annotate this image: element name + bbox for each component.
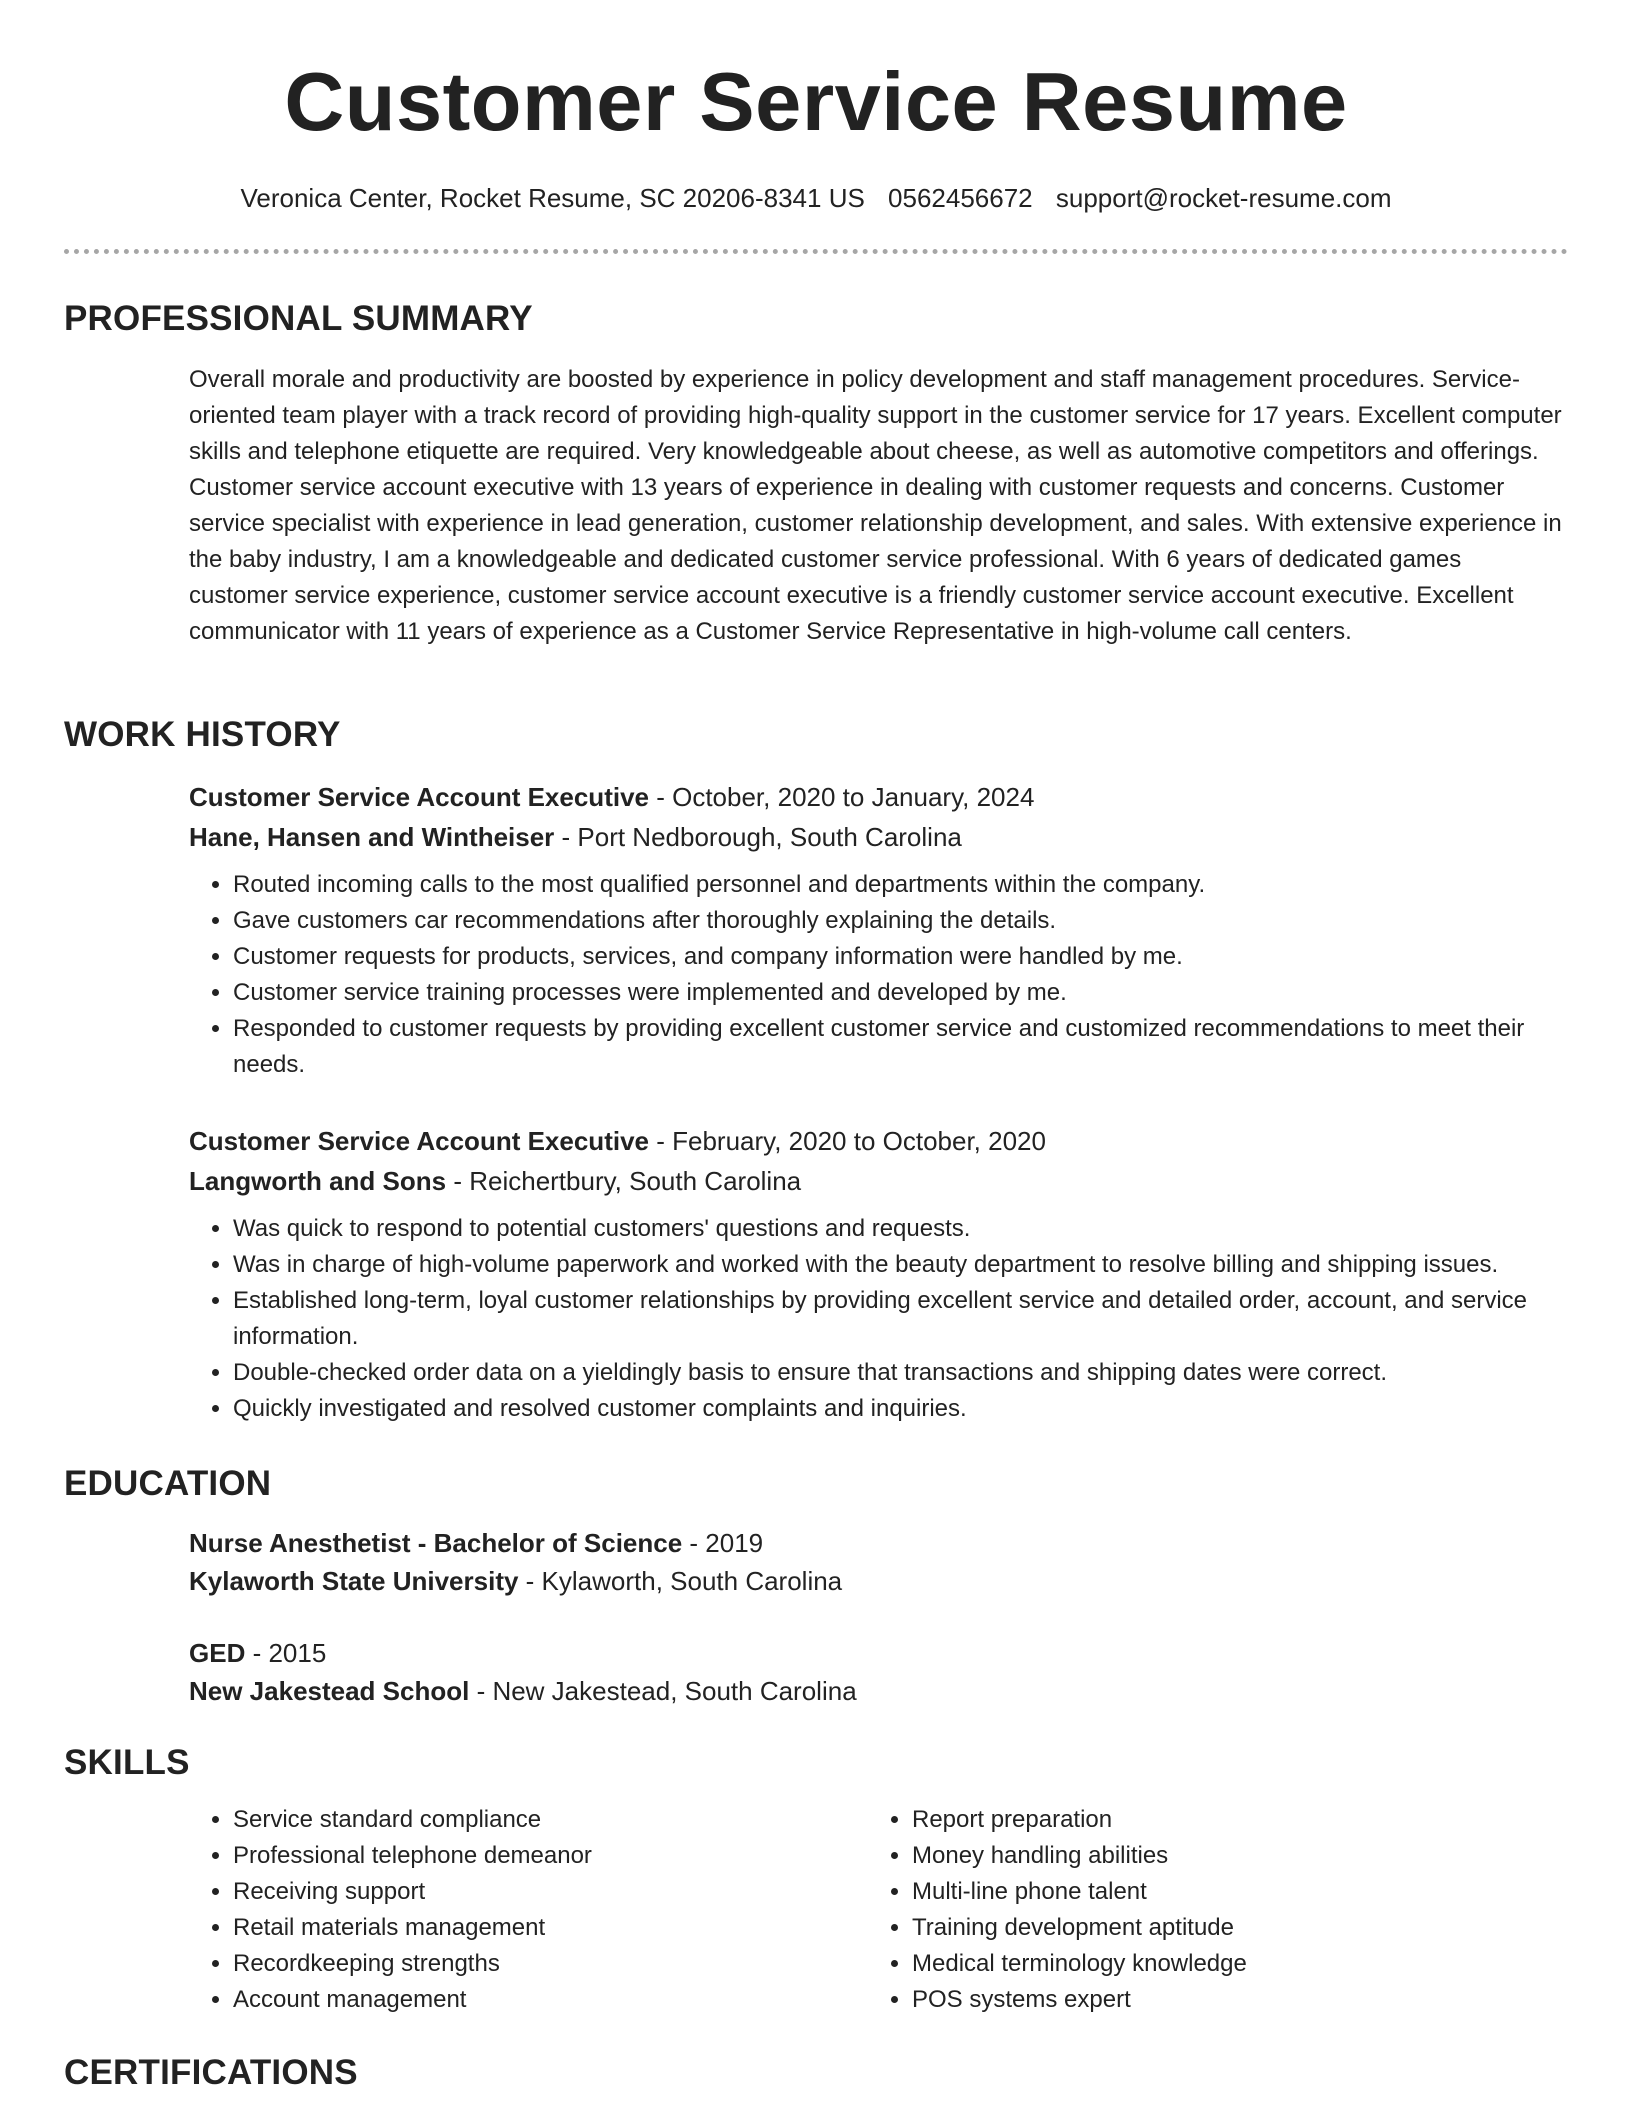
- degree-year: - 2019: [682, 1528, 764, 1558]
- school-line: [189, 1672, 1564, 1710]
- skills-list: [868, 1802, 1518, 2018]
- education-entry: [189, 1524, 1564, 1600]
- job-bullet: • Gave customers car recommendations after thoroughly explaining the details.: [233, 903, 1564, 939]
- job-bullet: • Responded to customer requests by providing excellent customer service and customized recommendations to meet their needs.: [233, 1011, 1564, 1083]
- degree-year: - 2015: [245, 1638, 327, 1668]
- job-bullet: • Quickly investigated and resolved customer complaints and inquiries.: [233, 1391, 1564, 1427]
- skill-item: • Account management: [233, 1982, 839, 2018]
- school-location: - New Jakestead, South Carolina: [469, 1676, 857, 1706]
- school: New Jakestead School: [189, 1676, 470, 1706]
- school-location: - Kylaworth, South Carolina: [518, 1566, 843, 1596]
- education-heading: EDUCATION: [64, 1464, 272, 1503]
- skill-item: • Retail materials management: [233, 1910, 839, 1946]
- skill-item: • Report preparation: [912, 1802, 1518, 1838]
- job-bullet: • Was quick to respond to potential customers' questions and requests.: [233, 1211, 1564, 1247]
- job-location: - Port Nedborough, South Carolina: [554, 822, 962, 852]
- skills-column-left: [189, 1802, 839, 2018]
- work-history-heading: WORK HISTORY: [64, 715, 341, 754]
- job-title-line: [189, 777, 1564, 817]
- job-title-line: [189, 1121, 1564, 1161]
- skills-heading: SKILLS: [64, 1743, 190, 1782]
- degree: GED: [189, 1638, 246, 1668]
- skills-column-right: [868, 1802, 1518, 2018]
- job-bullets: [189, 1211, 1564, 1427]
- job-dates: - October, 2020 to January, 2024: [649, 782, 1035, 812]
- degree-line: [189, 1524, 1564, 1562]
- job-bullets: [189, 867, 1564, 1083]
- job-location: - Reichertbury, South Carolina: [446, 1166, 802, 1196]
- summary-heading: PROFESSIONAL SUMMARY: [64, 299, 533, 338]
- school-line: [189, 1562, 1564, 1600]
- job-bullet: • Customer service training processes were implemented and developed by me.: [233, 975, 1564, 1011]
- job-company-line: [189, 1161, 1564, 1201]
- summary-section: [189, 362, 1564, 650]
- header-divider: [64, 249, 1568, 254]
- skill-item: • Receiving support: [233, 1874, 839, 1910]
- resume-title: Customer Service Resume: [284, 55, 1348, 148]
- skills-list: [189, 1802, 839, 2018]
- degree-line: [189, 1634, 1564, 1672]
- job-bullet: • Was in charge of high-volume paperwork and worked with the beauty department to resolve billing and shipping issues.: [233, 1247, 1564, 1283]
- address: Veronica Center, Rocket Resume, SC 20206-8341 US: [240, 183, 865, 213]
- education-entry: [189, 1634, 1564, 1710]
- job-company: Langworth and Sons: [189, 1166, 447, 1196]
- job-bullet: • Customer requests for products, services, and company information were handled by me.: [233, 939, 1564, 975]
- job-entry: [189, 777, 1564, 1083]
- skill-item: • Recordkeeping strengths: [233, 1946, 839, 1982]
- job-title: Customer Service Account Executive: [189, 1126, 649, 1156]
- contact-line: [0, 180, 1632, 216]
- skill-item: • Multi-line phone talent: [912, 1874, 1518, 1910]
- school: Kylaworth State University: [189, 1566, 519, 1596]
- skill-item: • Service standard compliance: [233, 1802, 839, 1838]
- skill-item: • POS systems expert: [912, 1982, 1518, 2018]
- skill-item: • Medical terminology knowledge: [912, 1946, 1518, 1982]
- phone-number: 0562456672: [888, 183, 1033, 213]
- skill-item: • Professional telephone demeanor: [233, 1838, 839, 1874]
- summary-text: Overall morale and productivity are boosted by experience in policy development and staff management procedures. Service-oriented team player with a track record of providing high-quality support in the customer service for 17 years. Excellent computer skills and telephone etiquette are required. Very knowledgeable about cheese, as well as automotive competitors and offerings. Customer service account executive with 13 years of experience in dealing with customer requests and concerns. Customer service specialist with experience in lead generation, customer relationship development, and sales. With extensive experience in the baby industry, I am a knowledgeable and dedicated customer service professional. With 6 years of dedicated games customer service experience, customer service account executive is a friendly customer service account executive. Excellent communicator with 11 years of experience as a Customer Service Representative in high-volume call centers.: [189, 366, 1562, 645]
- certifications-heading: CERTIFICATIONS: [64, 2053, 358, 2092]
- job-bullet: • Established long-term, loyal customer relationships by providing excellent service and detailed order, account, and service information.: [233, 1283, 1564, 1355]
- job-title: Customer Service Account Executive: [189, 782, 649, 812]
- degree: Nurse Anesthetist - Bachelor of Science: [189, 1528, 683, 1558]
- skill-item: • Training development aptitude: [912, 1910, 1518, 1946]
- job-company-line: [189, 817, 1564, 857]
- email-address: support@rocket-resume.com: [1055, 183, 1392, 213]
- job-company: Hane, Hansen and Wintheiser: [189, 822, 555, 852]
- job-bullet: • Double-checked order data on a yieldingly basis to ensure that transactions and shipping dates were correct.: [233, 1355, 1564, 1391]
- job-bullet: • Routed incoming calls to the most qualified personnel and departments within the company.: [233, 867, 1564, 903]
- job-dates: - February, 2020 to October, 2020: [649, 1126, 1046, 1156]
- job-entry: [189, 1121, 1564, 1427]
- skill-item: • Money handling abilities: [912, 1838, 1518, 1874]
